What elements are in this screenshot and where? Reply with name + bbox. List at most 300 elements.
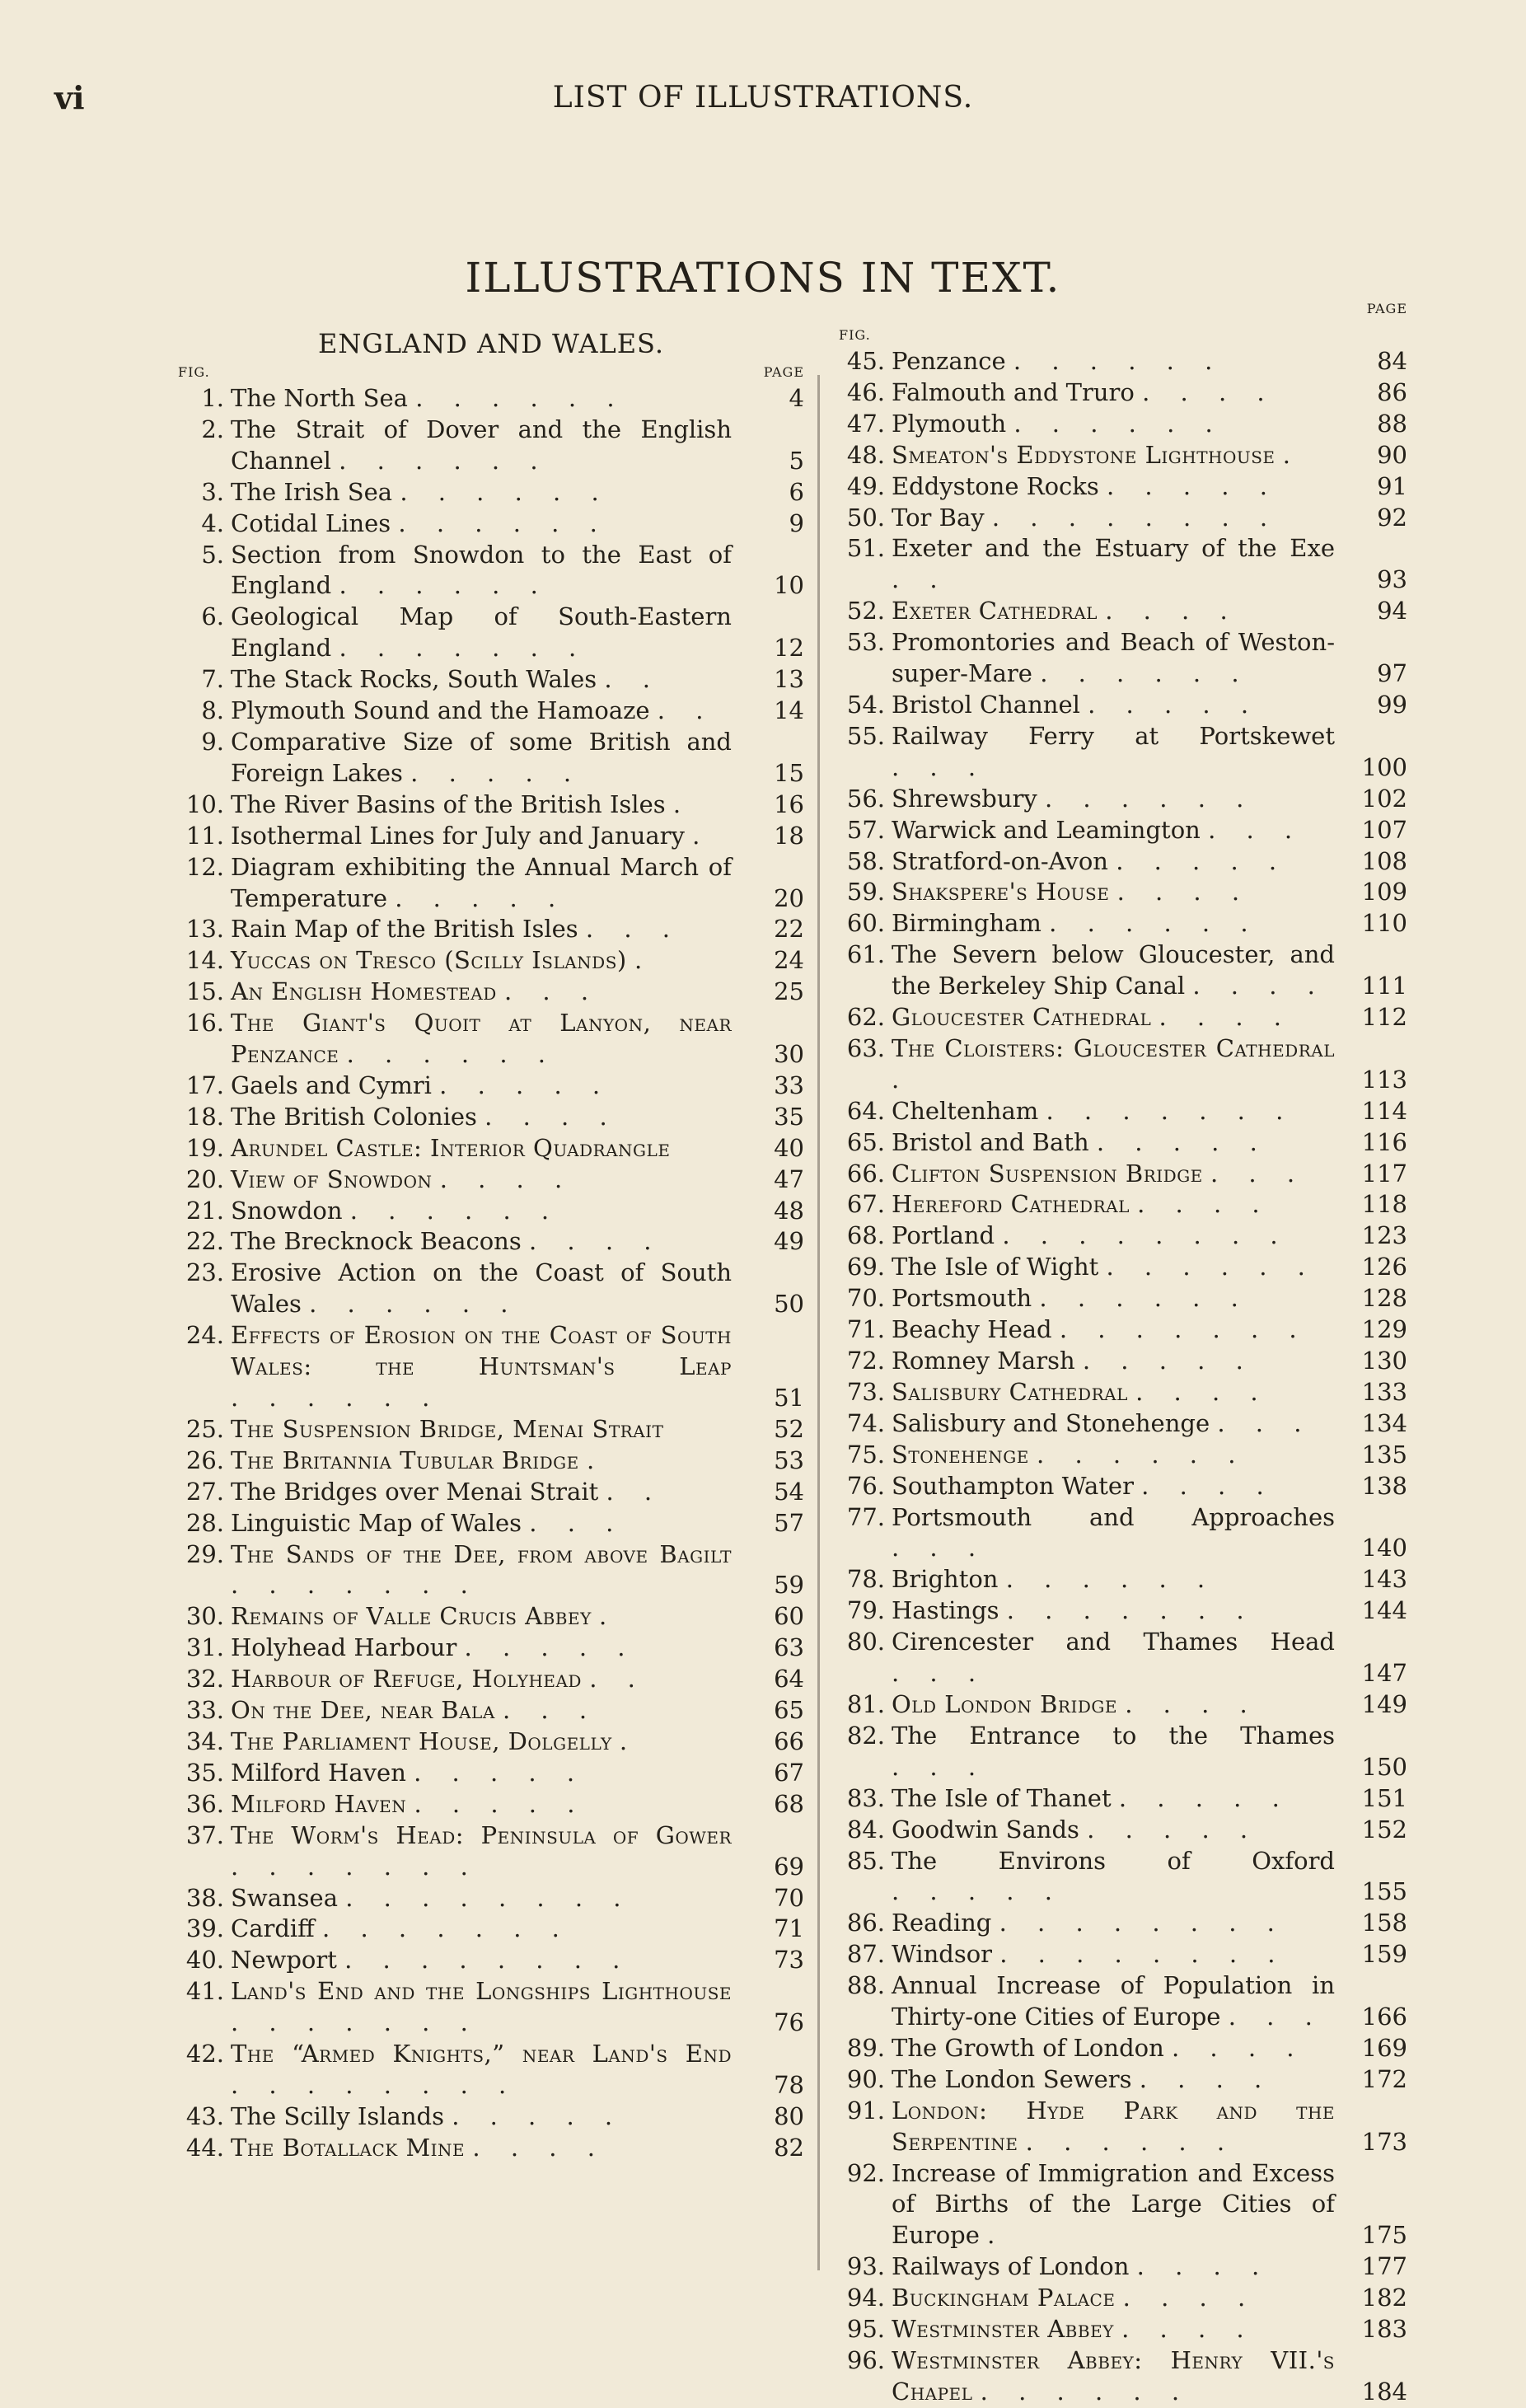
- page-ref: 149: [1361, 1689, 1407, 1718]
- fig-title-line: [231, 1133, 732, 1164]
- fig-number: 86.: [846, 1909, 885, 1937]
- fig-number: 64.: [846, 1096, 885, 1125]
- fig-number: 84.: [846, 1815, 885, 1843]
- fig-number: 91.: [846, 2096, 885, 2125]
- fig-title-line: [892, 1189, 1335, 1220]
- list-item: [839, 1689, 1407, 1721]
- page-ref: 133: [1361, 1377, 1407, 1406]
- list-item: [178, 1976, 804, 2039]
- fig-number: 47.: [846, 409, 885, 438]
- fig-title-line: [231, 602, 732, 664]
- fig-title: The “Armed Knights,” near Land's End: [231, 2040, 732, 2068]
- fig-title: The Growth of London: [892, 2033, 1164, 2062]
- page-ref: 69: [774, 1852, 804, 1881]
- page-ref: 173: [1361, 2127, 1407, 2156]
- page-ref: 130: [1361, 1347, 1407, 1375]
- leader-dots: . . .: [1228, 2003, 1324, 2031]
- leader-dots: . . . . . .: [346, 1040, 557, 1069]
- list-item: [178, 415, 804, 477]
- leader-dots: . . .: [529, 1508, 625, 1537]
- list-item: [178, 1133, 804, 1164]
- fig-title-line: [892, 1408, 1335, 1440]
- fig-number: 6.: [201, 602, 224, 631]
- page-ref: 14: [774, 696, 804, 725]
- fig-label: FIG.: [178, 364, 210, 380]
- page-ref: 25: [774, 977, 804, 1006]
- fig-number: 17.: [185, 1070, 224, 1099]
- fig-title: Linguistic Map of Wales: [231, 1508, 522, 1537]
- leader-dots: . . . . .: [1116, 846, 1289, 875]
- leader-dots: . . . .: [484, 1102, 619, 1131]
- fig-title-line: [231, 1820, 732, 1883]
- fig-number: 80.: [846, 1628, 885, 1656]
- page-ref: 20: [774, 883, 804, 912]
- fig-title: The British Colonies: [231, 1102, 477, 1131]
- list-item: [178, 1883, 804, 1914]
- fig-number: 43.: [185, 2101, 224, 2130]
- fig-title-line: [892, 1159, 1335, 1190]
- fig-title-line: [892, 1595, 1335, 1627]
- fig-title-line: [892, 784, 1335, 815]
- fig-title-line: [231, 1695, 732, 1726]
- fig-title-line: [892, 1002, 1335, 1033]
- fig-title-line: [231, 1164, 732, 1196]
- fig-title: Milford Haven: [231, 1758, 406, 1787]
- fig-number: 48.: [846, 440, 885, 469]
- fig-number: 23.: [185, 1258, 224, 1287]
- fig-title-line: [231, 1664, 732, 1695]
- fig-title-line: [231, 1883, 732, 1914]
- fig-number: 52.: [846, 597, 885, 625]
- list-item: [178, 945, 804, 977]
- page-ref: 50: [774, 1290, 804, 1319]
- column-header: [839, 301, 1407, 346]
- fig-title: On the Dee, near Bala: [231, 1696, 495, 1725]
- fig-title-line: [231, 1945, 732, 1976]
- fig-title-line: [892, 533, 1335, 596]
- leader-dots: . . .: [892, 1659, 988, 1688]
- list-item: [839, 1471, 1407, 1502]
- fig-number: 20.: [185, 1164, 224, 1193]
- list-item: [839, 721, 1407, 784]
- fig-title-line: [892, 377, 1335, 409]
- fig-number: 71.: [846, 1315, 885, 1344]
- leader-dots: . . . . . . . .: [344, 1946, 632, 1975]
- list-item: [178, 1008, 804, 1070]
- fig-number: 72.: [846, 1347, 885, 1375]
- fig-title: The Strait of Dover and the English Channel: [231, 415, 732, 475]
- leader-dots: . . . . . .: [1049, 909, 1260, 938]
- fig-title-line: [892, 2283, 1335, 2314]
- fig-number: 8.: [201, 696, 224, 725]
- fig-title: Reading: [892, 1909, 992, 1937]
- fig-number: 14.: [185, 946, 224, 975]
- fig-title: The Brecknock Beacons: [231, 1227, 522, 1256]
- leader-dots: .: [634, 946, 654, 975]
- fig-label: FIG.: [839, 327, 871, 343]
- fig-title: Remains of Valle Crucis Abbey: [231, 1602, 592, 1631]
- leader-dots: . .: [604, 665, 662, 694]
- fig-title-line: [231, 2133, 732, 2164]
- list-item: [839, 690, 1407, 721]
- page-ref: 30: [774, 1040, 804, 1069]
- column-divider: [817, 375, 820, 2270]
- leader-dots: . . . . .: [464, 1633, 637, 1662]
- fig-title: Bristol and Bath: [892, 1127, 1089, 1156]
- fig-number: 74.: [846, 1408, 885, 1437]
- fig-title: Portsmouth: [892, 1284, 1032, 1313]
- fig-title: Cirencester and Thames Head: [892, 1628, 1335, 1656]
- leader-dots: .: [599, 1602, 619, 1631]
- fig-number: 83.: [846, 1783, 885, 1812]
- leader-dots: . . . .: [1139, 2064, 1274, 2093]
- fig-number: 9.: [201, 727, 224, 756]
- fig-number: 25.: [185, 1414, 224, 1443]
- page-ref: 86: [1377, 377, 1407, 406]
- fig-title: Hastings: [892, 1596, 999, 1625]
- fig-title: Clifton Suspension Bridge: [892, 1159, 1203, 1188]
- fig-title-line: [231, 977, 732, 1008]
- fig-title-line: [231, 1508, 732, 1539]
- leader-dots: . . . . .: [1082, 1347, 1255, 1375]
- fig-title-line: [231, 1789, 732, 1820]
- list-item: [839, 1939, 1407, 1970]
- leader-dots: . . . . .: [414, 1758, 587, 1787]
- fig-title-line: [892, 939, 1335, 1002]
- leader-dots: . . . . . . .: [1059, 1315, 1308, 1344]
- fig-number: 37.: [185, 1820, 224, 1849]
- fig-title-line: [231, 1726, 732, 1758]
- list-item: [839, 409, 1407, 440]
- list-item: [839, 815, 1407, 846]
- fig-title: Bristol Channel: [892, 690, 1080, 719]
- leader-dots: . . . .: [1121, 2315, 1256, 2344]
- fig-number: 10.: [185, 789, 224, 818]
- list-item: [839, 1159, 1407, 1190]
- fig-title: Stratford-on-Avon: [892, 846, 1108, 875]
- list-item: [839, 1440, 1407, 1471]
- fig-title-line: [231, 1445, 732, 1477]
- list-item: [839, 377, 1407, 409]
- fig-number: 60.: [846, 909, 885, 938]
- fig-title-line: [231, 1258, 732, 1320]
- leader-dots: .: [692, 821, 712, 850]
- fig-number: 94.: [846, 2284, 885, 2312]
- leader-dots: . . . . . . .: [1046, 1096, 1295, 1125]
- fig-title-line: [892, 1471, 1335, 1502]
- fig-title-line: [892, 1627, 1335, 1689]
- leader-dots: . . . . . .: [349, 1196, 561, 1225]
- fig-number: 62.: [846, 1003, 885, 1032]
- fig-title: Milford Haven: [231, 1789, 407, 1818]
- fig-title-line: [892, 815, 1335, 846]
- fig-number: 81.: [846, 1689, 885, 1718]
- leader-dots: . . . . .: [452, 2101, 625, 2130]
- fig-title: Land's End and the Longships Lighthouse: [231, 1977, 732, 2006]
- leader-dots: .: [987, 2221, 1007, 2250]
- list-item: [839, 596, 1407, 627]
- page-ref: 182: [1361, 2284, 1407, 2312]
- page-ref: 78: [774, 2070, 804, 2099]
- list-item: [178, 977, 804, 1008]
- page-ref: 84: [1377, 347, 1407, 375]
- fig-title: Goodwin Sands: [892, 1815, 1079, 1843]
- list-item: [839, 440, 1407, 471]
- leader-dots: . . . . .: [892, 1877, 1064, 1906]
- page-label: PAGE: [1366, 301, 1407, 316]
- leader-dots: . . . . . .: [1037, 1440, 1247, 1469]
- page-ref: 59: [774, 1571, 804, 1600]
- fig-title-line: [892, 1346, 1335, 1377]
- fig-title: Comparative Size of some British and Foreign Lakes: [231, 727, 732, 787]
- leader-dots: . . . . . . .: [231, 1571, 480, 1600]
- list-item: [178, 1539, 804, 1602]
- leader-dots: . . . . .: [1087, 1815, 1260, 1843]
- fig-title: The London Sewers: [892, 2064, 1132, 2093]
- fig-title-line: [892, 1564, 1335, 1595]
- fig-title-line: [231, 1196, 732, 1227]
- fig-title-line: [231, 540, 732, 602]
- fig-title: Snowdon: [231, 1196, 343, 1225]
- page-ref: 116: [1361, 1127, 1407, 1156]
- list-item: [839, 1783, 1407, 1815]
- leader-dots: . . . . . . . .: [231, 2070, 518, 2099]
- leader-dots: . .: [606, 1477, 664, 1506]
- list-item: [178, 1070, 804, 1102]
- list-item: [178, 540, 804, 602]
- fig-title: Eddystone Rocks: [892, 471, 1099, 500]
- list-item: [839, 1564, 1407, 1595]
- fig-title: Railways of London: [892, 2252, 1130, 2281]
- leader-dots: . . . . . .: [231, 1384, 442, 1412]
- fig-title: Hereford Cathedral: [892, 1190, 1130, 1219]
- fig-title: The Parliament House, Dolgelly: [231, 1726, 612, 1755]
- fig-title: The Sands of the Dee, from above Bagilt: [231, 1539, 732, 1568]
- leader-dots: . . . . . .: [398, 508, 609, 537]
- fig-number: 87.: [846, 1940, 885, 1969]
- fig-title-line: [892, 721, 1335, 784]
- list-item: [839, 1846, 1407, 1909]
- fig-title-line: [892, 2158, 1335, 2252]
- fig-number: 34.: [185, 1726, 224, 1755]
- fig-title: The Suspension Bridge, Menai Strait: [231, 1414, 664, 1443]
- fig-number: 42.: [185, 2040, 224, 2068]
- page-ref: 18: [774, 821, 804, 850]
- page-ref: 88: [1377, 409, 1407, 438]
- fig-number: 57.: [846, 815, 885, 844]
- fig-title-line: [892, 346, 1335, 377]
- list-item: [839, 1096, 1407, 1127]
- list-item: [839, 2345, 1407, 2408]
- fig-title: Portland: [892, 1221, 995, 1250]
- right-column: [839, 301, 1407, 2408]
- fig-title: Gaels and Cymri: [231, 1070, 432, 1099]
- list-item: [839, 908, 1407, 939]
- list-item: [839, 1595, 1407, 1627]
- fig-title-line: [231, 1633, 732, 1664]
- page-ref: 48: [774, 1196, 804, 1225]
- leader-dots: . . . . . .: [1013, 409, 1224, 438]
- page-ref: 22: [774, 915, 804, 944]
- leader-dots: . . .: [585, 915, 681, 944]
- list-item: [839, 1314, 1407, 1346]
- fig-number: 2.: [201, 415, 224, 443]
- fig-title-line: [892, 409, 1335, 440]
- fig-number: 32.: [185, 1665, 224, 1694]
- fig-number: 18.: [185, 1102, 224, 1131]
- leader-dots: . . . .: [1192, 972, 1327, 1000]
- list-item: [839, 2314, 1407, 2345]
- running-head: LIST OF ILLUSTRATIONS.: [552, 81, 974, 115]
- fig-title: Geological Map of South-Eastern England: [231, 602, 732, 663]
- page-ref: 183: [1361, 2315, 1407, 2344]
- fig-title: Gloucester Cathedral: [892, 1003, 1152, 1032]
- leader-dots: . . . . . .: [400, 477, 611, 506]
- fig-number: 44.: [185, 2133, 224, 2162]
- fig-title-line: [892, 877, 1335, 908]
- page-ref: 49: [774, 1227, 804, 1256]
- leader-dots: . . . . .: [410, 758, 583, 787]
- fig-title: View of Snowdon: [231, 1164, 433, 1193]
- fig-title-line: [231, 1477, 732, 1508]
- page-ref: 57: [774, 1508, 804, 1537]
- page-ref: 150: [1361, 1752, 1407, 1781]
- list-item: [839, 1346, 1407, 1377]
- fig-title-line: [231, 1414, 732, 1445]
- page-ref: 135: [1361, 1440, 1407, 1469]
- fig-number: 73.: [846, 1377, 885, 1406]
- fig-title-line: [231, 914, 732, 945]
- fig-title-line: [231, 415, 732, 477]
- fig-title: Beachy Head: [892, 1315, 1052, 1344]
- page-ref: 80: [774, 2101, 804, 2130]
- list-item: [839, 2064, 1407, 2096]
- fig-title-line: [231, 1102, 732, 1133]
- fig-title: Section from Snowdon to the East of England: [231, 540, 732, 600]
- page-ref: 169: [1361, 2033, 1407, 2062]
- list-item: [178, 2101, 804, 2133]
- page-ref: 118: [1361, 1190, 1407, 1219]
- fig-title-line: [231, 1008, 732, 1070]
- fig-title-line: [892, 440, 1335, 471]
- leader-dots: . . .: [1217, 1408, 1313, 1437]
- list-item: [178, 1414, 804, 1445]
- fig-title-line: [892, 1815, 1335, 1846]
- fig-number: 61.: [846, 940, 885, 969]
- fig-title: Increase of Immigration and Excess of Births of the Large Cities of Europe: [892, 2158, 1335, 2250]
- fig-number: 13.: [185, 915, 224, 944]
- list-item: [839, 1033, 1407, 1096]
- leader-dots: . . . . . . .: [231, 2008, 480, 2037]
- fig-title: Brighton: [892, 1565, 999, 1594]
- page-ref: 107: [1361, 815, 1407, 844]
- fig-title: The Isle of Thanet: [892, 1783, 1112, 1812]
- fig-number: 39.: [185, 1914, 224, 1943]
- list-item: [178, 852, 804, 915]
- fig-title: The Giant's Quoit at Lanyon, near Penzance: [231, 1009, 732, 1069]
- leader-dots: . . . . . . . .: [999, 1940, 1287, 1969]
- leader-dots: . . . . . .: [309, 1290, 520, 1319]
- page-ref: 166: [1361, 2003, 1407, 2031]
- leader-dots: .: [672, 789, 693, 818]
- fig-title-line: [231, 508, 732, 540]
- page-ref: 24: [774, 946, 804, 975]
- leader-dots: . . . . . . . .: [991, 503, 1280, 532]
- leader-dots: . . . . .: [1118, 1783, 1291, 1812]
- page-ref: 158: [1361, 1909, 1407, 1937]
- page-ref: 175: [1361, 2221, 1407, 2250]
- page-ref: 73: [774, 1946, 804, 1975]
- page-ref: 117: [1361, 1159, 1407, 1188]
- fig-title: Promontories and Beach of Weston-super-Mare: [892, 628, 1335, 688]
- fig-number: 11.: [185, 821, 224, 850]
- fig-title: Yuccas on Tresco (Scilly Islands): [231, 946, 627, 975]
- fig-title: Old London Bridge: [892, 1689, 1117, 1718]
- list-item: [178, 1477, 804, 1508]
- fig-title-line: [892, 1283, 1335, 1314]
- fig-title-line: [892, 908, 1335, 939]
- fig-number: 24.: [185, 1321, 224, 1350]
- fig-number: 35.: [185, 1758, 224, 1787]
- page-ref: 113: [1361, 1065, 1407, 1094]
- fig-number: 66.: [846, 1159, 885, 1188]
- fig-number: 22.: [185, 1227, 224, 1256]
- page-ref: 64: [774, 1665, 804, 1694]
- leader-dots: . . .: [892, 1752, 988, 1781]
- fig-title: Cheltenham: [892, 1096, 1039, 1125]
- page-ref: 66: [774, 1726, 804, 1755]
- fig-number: 63.: [846, 1033, 885, 1062]
- list-item: [178, 2039, 804, 2101]
- page-ref: 15: [774, 758, 804, 787]
- page-ref: 91: [1377, 471, 1407, 500]
- list-item: [178, 383, 804, 415]
- fig-title-line: [892, 1908, 1335, 1939]
- list-item: [839, 2283, 1407, 2314]
- leader-dots: . . . .: [1137, 1190, 1271, 1219]
- fig-title: Buckingham Palace: [892, 2284, 1116, 2312]
- fig-title-line: [231, 945, 732, 977]
- fig-number: 15.: [185, 977, 224, 1006]
- fig-number: 16.: [185, 1009, 224, 1038]
- page-ref: 134: [1361, 1408, 1407, 1437]
- fig-number: 92.: [846, 2158, 885, 2187]
- fig-title-line: [892, 1721, 1335, 1783]
- page-ref: 151: [1361, 1783, 1407, 1812]
- leader-dots: . . . . . . .: [322, 1914, 571, 1943]
- page-ref: 172: [1361, 2064, 1407, 2093]
- fig-title: Shrewsbury: [892, 784, 1037, 813]
- fig-title: The Entrance to the Thames: [892, 1721, 1335, 1750]
- leader-dots: . . . . .: [439, 1070, 612, 1099]
- page-ref: 13: [774, 665, 804, 694]
- fig-title-line: [892, 1689, 1335, 1721]
- fig-number: 70.: [846, 1284, 885, 1313]
- fig-number: 89.: [846, 2033, 885, 2062]
- fig-title-line: [231, 1539, 732, 1602]
- fig-title: Warwick and Leamington: [892, 815, 1201, 844]
- fig-number: 7.: [201, 665, 224, 694]
- list-item: [178, 727, 804, 789]
- fig-number: 45.: [846, 347, 885, 375]
- page-ref: 33: [774, 1070, 804, 1099]
- list-item: [178, 1945, 804, 1976]
- fig-title-line: [892, 1127, 1335, 1159]
- fig-number: 3.: [201, 477, 224, 506]
- fig-title: The Severn below Gloucester, and the Berkeley Ship Canal: [892, 940, 1335, 1000]
- leader-dots: . . . .: [472, 2133, 606, 2162]
- fig-title: Exeter Cathedral: [892, 597, 1098, 625]
